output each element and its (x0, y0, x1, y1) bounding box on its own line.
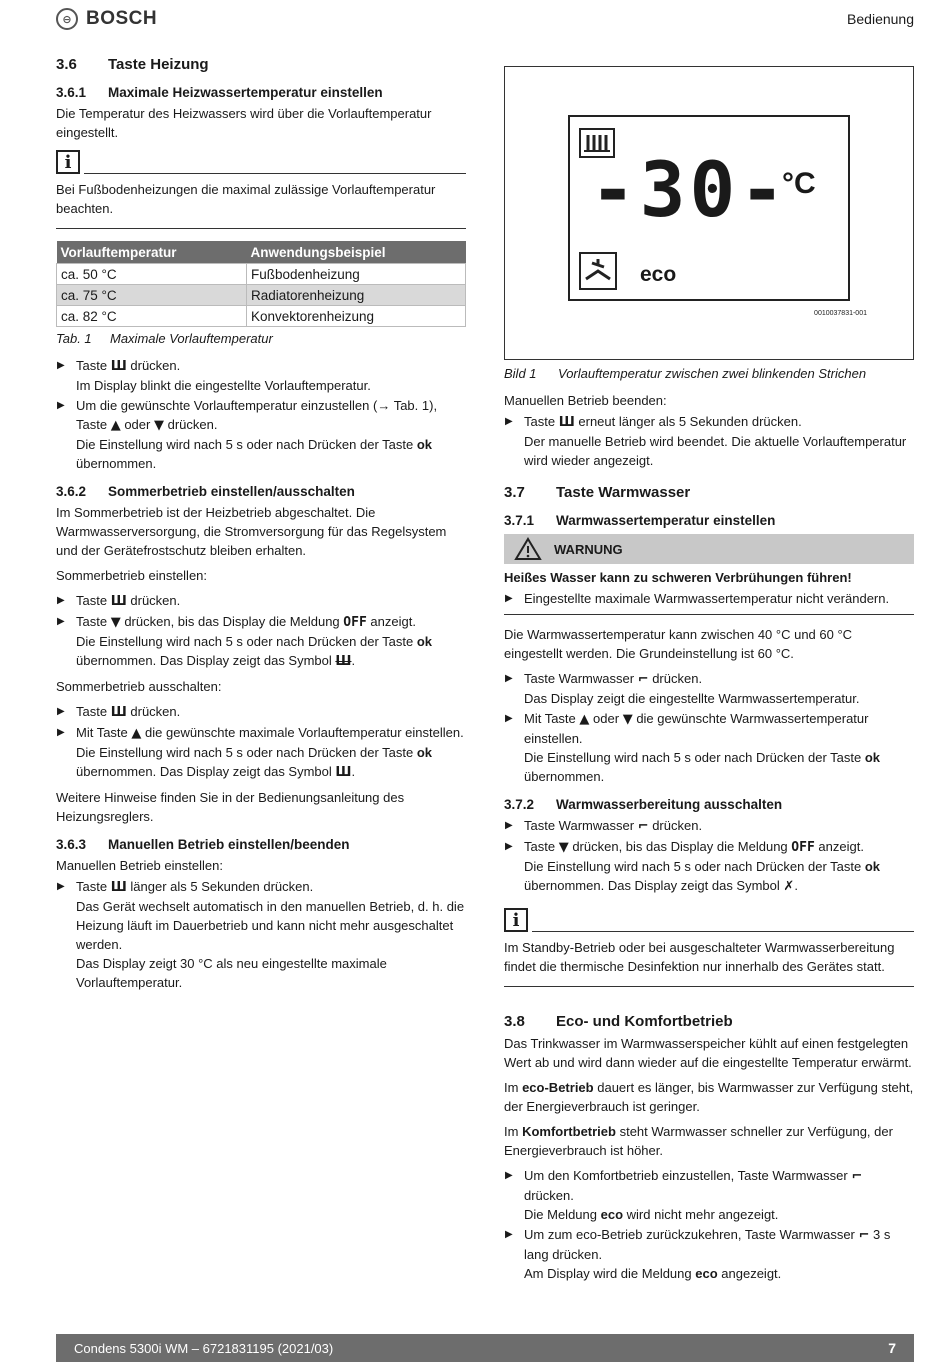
list-item: ▶ Um zum eco-Betrieb zurückzukehren, Taste Warmwasser ⌐ 3 s lang drücken. Am Display wird die Meldung eco angezeigt. (504, 1225, 914, 1283)
list-item: ▶ Eingestellte maximale Warmwassertemperatur nicht verändern. (504, 589, 914, 608)
lcd-display (568, 115, 850, 301)
section-header: Bedienung (847, 11, 914, 27)
brand-name: BOSCH (86, 8, 158, 29)
list-item: ▶ Taste ▼ drücken, bis das Display die Meldung OFF anzeigt. Die Einstellung wird nach 5 s oder nach Drücken der Taste ok übernommen. Das Display zeigt das Symbol ✗. (504, 837, 914, 896)
water-tap-icon: ⌐ (858, 1228, 870, 1243)
list-item: ▶ Taste Ш drücken. (56, 591, 466, 611)
warning-title: Heißes Wasser kann zu schweren Verbrühungen führen! (504, 570, 852, 585)
figure-caption: Bild 1 Vorlauftemperatur zwischen zwei blinkenden Strichen (504, 366, 867, 381)
table-caption: Tab. 1 Maximale Vorlauftemperatur (56, 331, 273, 346)
heating-key-icon: Ш (110, 594, 127, 609)
section-3-6-2-title: 3.6.2 Sommerbetrieb einstellen/ausschalten (56, 484, 355, 499)
section-3-7-2-title: 3.7.2 Warmwasserbereitung ausschalten (504, 797, 783, 812)
right-column (504, 66, 914, 1289)
page-number: 7 (888, 1340, 896, 1356)
table-row: ca. 82 °C Konvektorenheizung (57, 306, 466, 327)
off-display-icon: OFF (791, 840, 815, 855)
note-text: Bei Fußbodenheizungen die maximal zulässige Vorlauftemperatur beachten. (56, 182, 436, 216)
temperature-readout: -30- (590, 145, 790, 234)
list-item: ▶ Mit Taste ▲ oder ▼ die gewünschte Warmwassertemperatur einstellen. Die Einstellung wird nach 5 s oder nach Drücken der Taste ok übernommen. (504, 709, 914, 786)
comfort-steps (504, 1166, 914, 1283)
arrow-up-icon: ▲ (579, 712, 590, 727)
section-3-8-title: 3.8 Eco- und Komfortbetrieb (504, 1013, 733, 1030)
water-tap-icon: ⌐ (851, 1169, 863, 1184)
section-3-6-1-title: 3.6.1 Maximale Heizwassertemperatur einstellen (56, 85, 383, 100)
arrow-up-icon: ▲ (131, 726, 142, 741)
arrow-down-icon: ▼ (110, 615, 121, 630)
heating-key-icon: Ш (110, 359, 127, 374)
eco-indicator: eco (640, 263, 677, 286)
water-off-steps (504, 816, 914, 896)
water-tap-icon: ⌐ (637, 819, 649, 834)
table-row: ca. 50 °C Fußbodenheizung (57, 264, 466, 285)
water-steps (504, 669, 914, 786)
info-icon: i (504, 908, 528, 932)
table-header: Anwendungsbeispiel (246, 241, 465, 264)
note-text: Im Standby-Betrieb oder bei ausgeschalteter Warmwasserbereitung findet die thermische Desinfektion nur innerhalb des Gerätes statt. (504, 940, 895, 974)
paragraph: Die Warmwassertemperatur kann zwischen 40 °C und 60 °C eingestellt werden. Die Grundeinstellung ist 60 °C. (504, 627, 853, 661)
section-3-6-3-title: 3.6.3 Manuellen Betrieb einstellen/beenden (56, 837, 350, 852)
manual-steps (56, 877, 466, 992)
list-item: ▶ Taste ▼ drücken, bis das Display die Meldung OFF anzeigt. Die Einstellung wird nach 5 s oder nach Drücken der Taste ok übernommen. Das Display zeigt das Symbol Ш. (56, 612, 466, 671)
hot-water-tap-icon (578, 251, 618, 291)
temperature-table (56, 241, 466, 327)
paragraph: Im Sommerbetrieb ist der Heizbetrieb abgeschaltet. Die Warmwasserversorgung, die Stromversorgung für das Regelsystem und der Gerätefrostschutz bleiben erhalten. (56, 505, 447, 558)
water-off-icon: ✗ (783, 879, 795, 894)
heating-key-icon: Ш (110, 705, 127, 720)
arrow-down-icon: ▼ (558, 840, 569, 855)
temperature-unit: °C (782, 167, 816, 200)
brand-logo (56, 8, 157, 30)
bosch-armature-icon: ⊖ (56, 8, 78, 30)
arrow-down-icon: ▼ (622, 712, 633, 727)
left-column (56, 56, 466, 998)
list-item: ▶ Taste Warmwasser ⌐ drücken. Das Display zeigt die eingestellte Warmwassertemperatur. (504, 669, 914, 708)
off-display-icon: OFF (343, 615, 367, 630)
warning-steps (504, 589, 914, 608)
figure-id: 0010037831-001 (814, 310, 867, 317)
list-item: ▶ Um den Komfortbetrieb einzustellen, Taste Warmwasser ⌐ drücken. Die Meldung eco wird nicht mehr angezeigt. (504, 1166, 914, 1224)
paragraph: Die Temperatur des Heizwassers wird über die Vorlauftemperatur eingestellt. (56, 106, 432, 140)
heating-key-icon: Ш (558, 415, 575, 430)
paragraph: Im eco-Betrieb dauert es länger, bis Warmwasser zur Verfügung steht, der Energieverbrauch ist geringer. (504, 1080, 914, 1114)
list-item: ▶ Taste Ш länger als 5 Sekunden drücken. Das Gerät wechselt automatisch in den manuellen Betrieb, d. h. die Heizung läuft im Dauerbetrieb und kann nicht mehr ausgeschaltet werden. Das Display zeigt 30 °C als neu eingestellte maximale Vorlauftemperatur. (56, 877, 466, 992)
paragraph: Im Komfortbetrieb steht Warmwasser schneller zur Verfügung, der Energieverbrauch ist höher. (504, 1124, 893, 1158)
heating-key-icon: Ш (110, 880, 127, 895)
arrow-up-icon: ▲ (110, 418, 121, 433)
arrow-down-icon: ▼ (153, 418, 164, 433)
summer-off-steps (56, 702, 466, 782)
water-tap-icon: ⌐ (637, 672, 649, 687)
heating-off-icon: Ш (335, 654, 352, 669)
list-item: ▶ Taste Ш drücken. Im Display blinkt die eingestellte Vorlauftemperatur. (56, 356, 466, 395)
page-footer (56, 1334, 914, 1362)
list-item: ▶ Taste Ш erneut länger als 5 Sekunden drücken. Der manuelle Betrieb wird beendet. Die aktuelle Vorlauftemperatur wird wieder angezeigt. (504, 412, 914, 470)
section-3-6-title: 3.6 Taste Heizung (56, 56, 209, 73)
display-figure (504, 66, 914, 360)
heating-steps (56, 356, 466, 473)
paragraph: Das Trinkwasser im Warmwasserspeicher kühlt auf einen festgelegten Wert ab und wird dann wieder auf die eingestellte Temperatur erwärmt. (504, 1036, 912, 1070)
table-header: Vorlauftemperatur (57, 241, 247, 264)
heating-key-icon: Ш (335, 765, 352, 780)
document-id: Condens 5300i WM – 6721831195 (2021/03) (74, 1340, 334, 1356)
info-note (504, 908, 914, 987)
list-item: ▶ Um die gewünschte Vorlauftemperatur einzustellen (→ Tab. 1), Taste ▲ oder ▼ drücken. Die Einstellung wird nach 5 s oder nach Drücken der Taste ok übernommen. (56, 396, 466, 473)
paragraph: Sommerbetrieb einstellen: (56, 568, 208, 583)
summer-on-steps (56, 591, 466, 671)
section-3-7-1-title: 3.7.1 Warmwassertemperatur einstellen (504, 513, 776, 528)
table-row: ca. 75 °C Radiatorenheizung (57, 285, 466, 306)
section-3-7-title: 3.7 Taste Warmwasser (504, 484, 691, 501)
info-note (56, 150, 466, 229)
paragraph: Manuellen Betrieb einstellen: (56, 858, 223, 873)
paragraph: Weitere Hinweise finden Sie in der Bedienungsanleitung des Heizungsreglers. (56, 790, 405, 824)
warning-icon (514, 537, 542, 561)
list-item: ▶ Taste Warmwasser ⌐ drücken. (504, 816, 914, 836)
warning-bar: WARNUNG (504, 534, 914, 564)
paragraph: Sommerbetrieb ausschalten: (56, 679, 222, 694)
list-item: ▶ Mit Taste ▲ die gewünschte maximale Vorlauftemperatur einstellen. Die Einstellung wird nach 5 s oder nach Drücken der Taste ok übernommen. Das Display zeigt das Symbol Ш. (56, 723, 466, 782)
list-item: ▶ Taste Ш drücken. (56, 702, 466, 722)
manual-end-steps (504, 412, 914, 470)
info-icon: i (56, 150, 80, 174)
paragraph: Manuellen Betrieb beenden: (504, 393, 667, 408)
